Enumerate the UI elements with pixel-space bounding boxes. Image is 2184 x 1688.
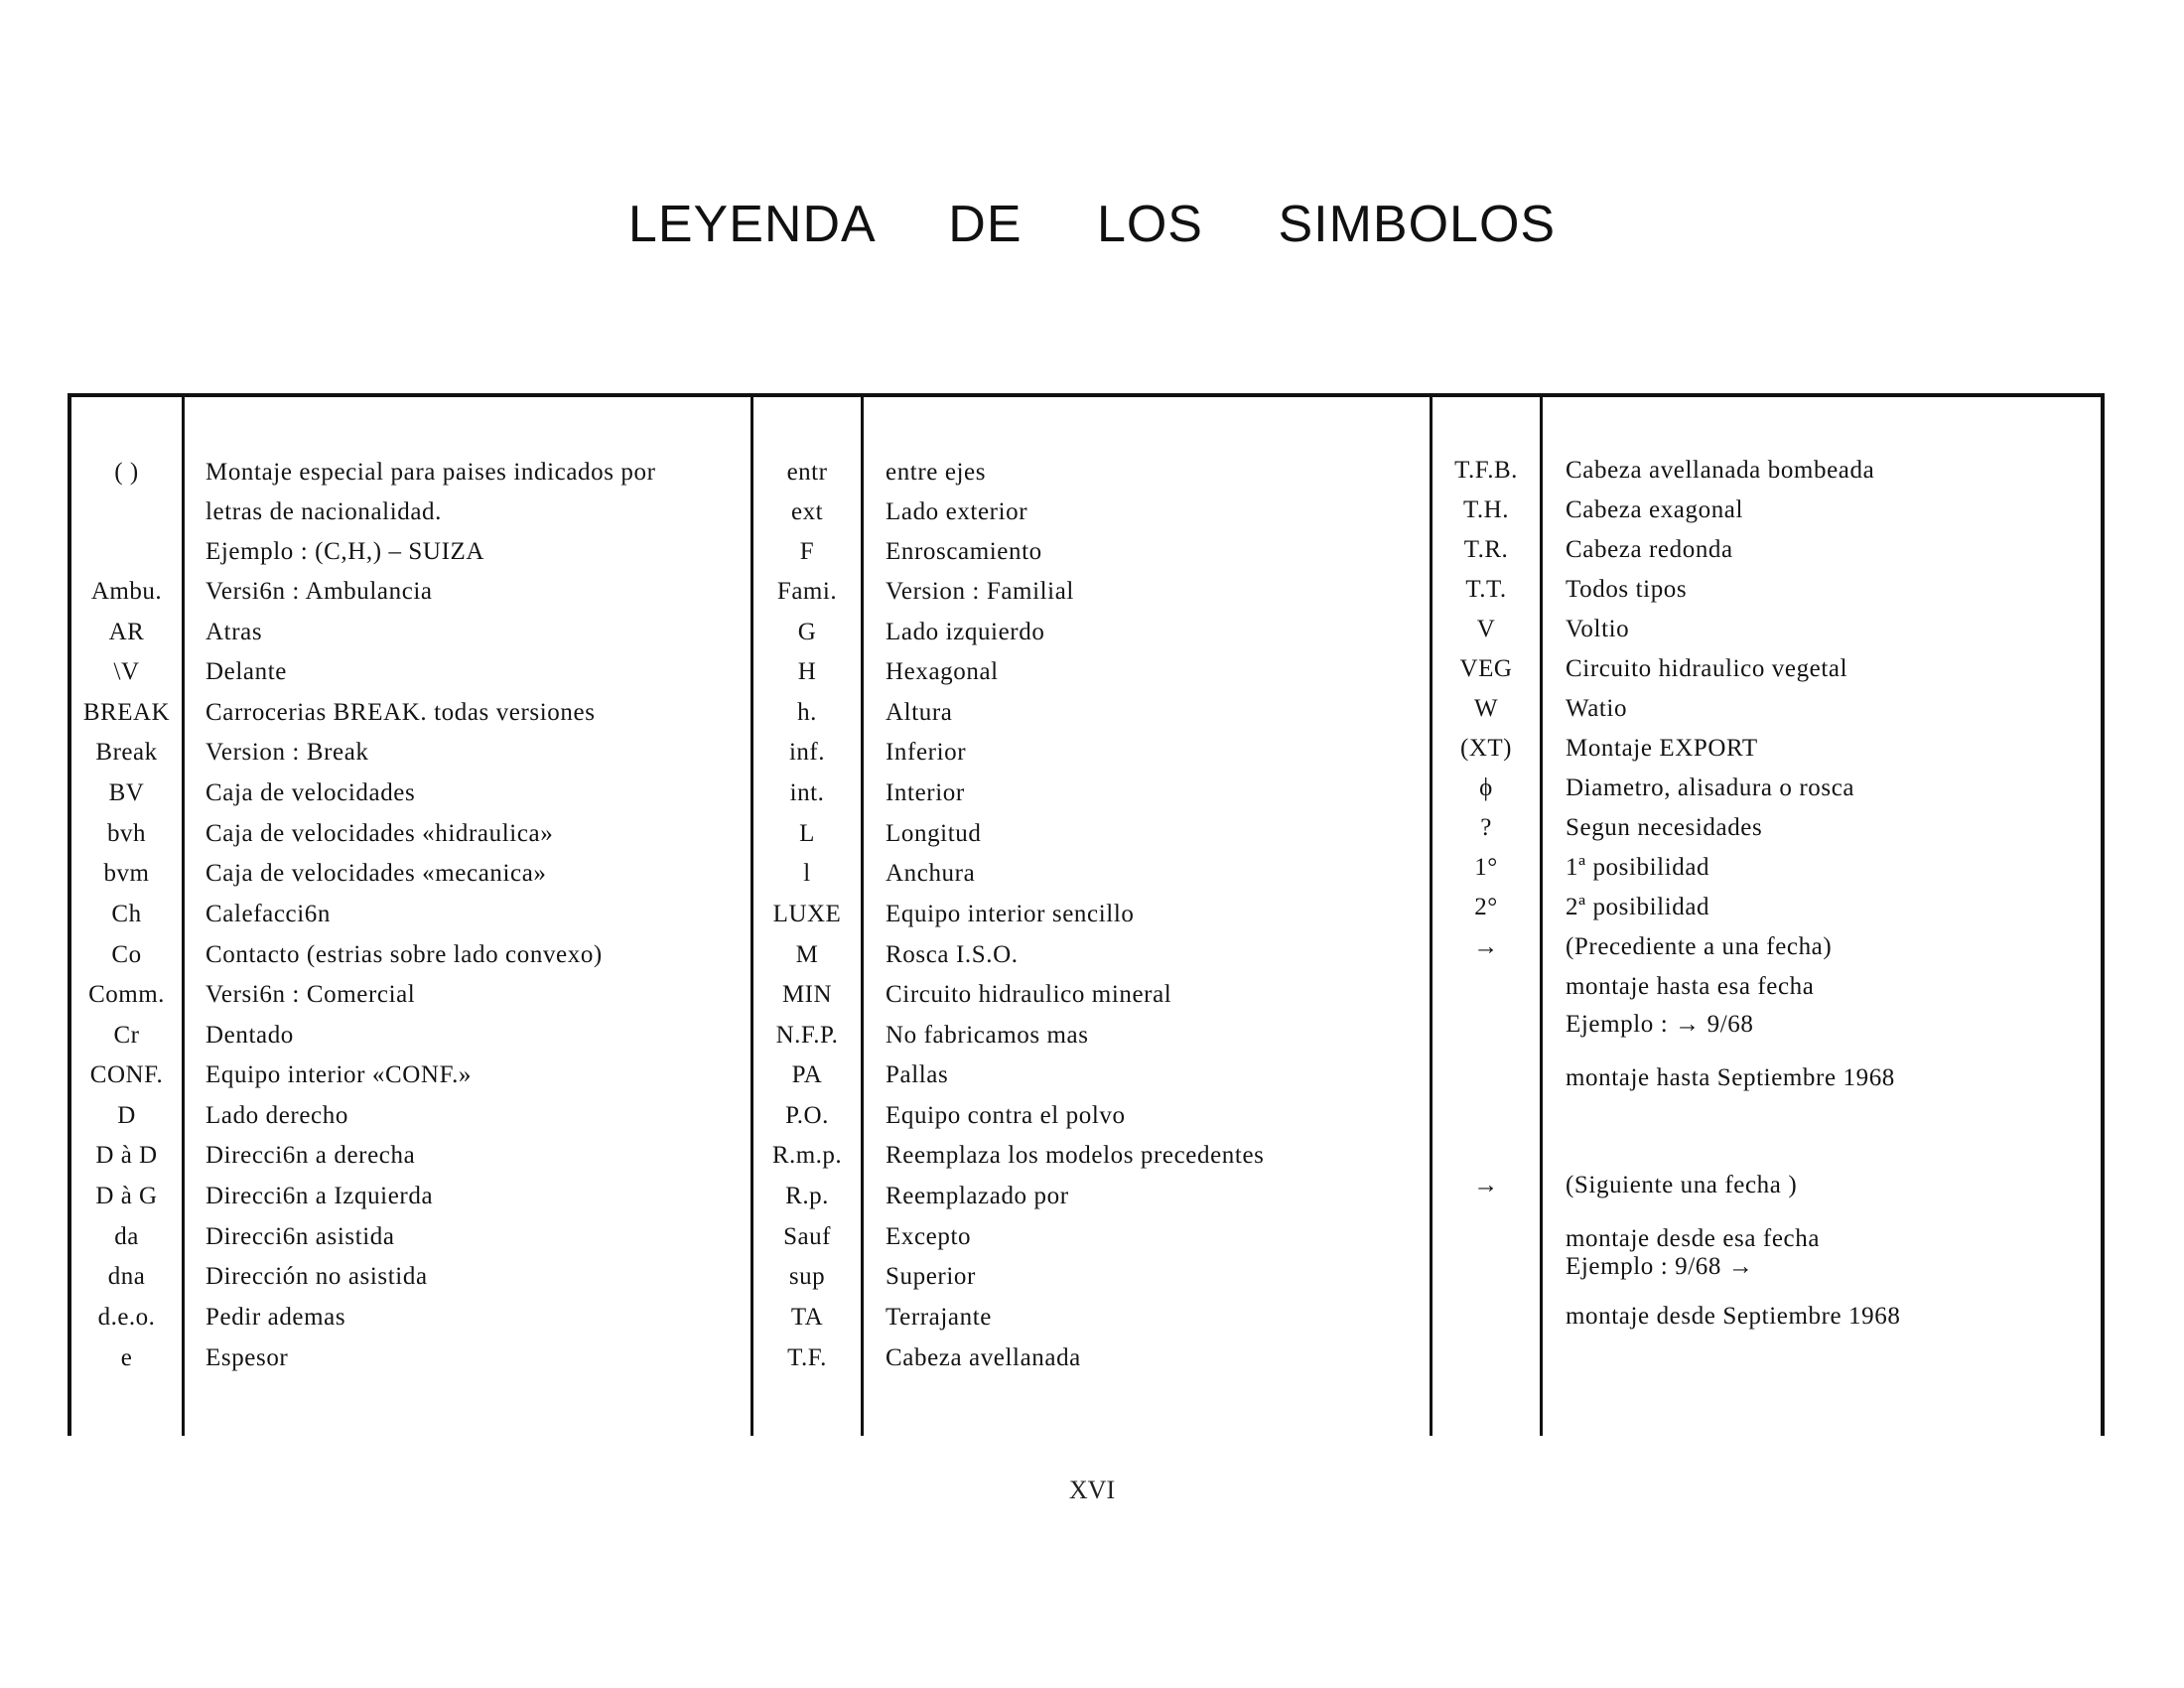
legend-symbol: W [1473, 695, 1499, 722]
legend-symbol: sup [788, 1263, 826, 1290]
legend-description: Circuito hidraulico vegetal [1566, 655, 1848, 682]
column-divider [1540, 397, 1543, 1436]
legend-description: Watio [1566, 695, 1628, 722]
legend-symbol: AR [108, 619, 145, 645]
legend-description: Hexagonal [886, 658, 999, 685]
legend-symbol: VEG [1459, 655, 1513, 682]
legend-symbol: D à G [95, 1183, 158, 1209]
legend-description: Versi6n : Comercial [205, 981, 416, 1008]
legend-symbol: LUXE [772, 901, 842, 927]
legend-description: Atras [205, 619, 263, 645]
legend-description: Cabeza redonda [1566, 536, 1733, 563]
legend-symbol: entr [786, 459, 828, 486]
legend-symbol [1433, 1247, 1540, 1287]
legend-symbol: h. [797, 699, 817, 726]
legend-table [68, 393, 2105, 1436]
legend-symbol: Sauf [783, 1223, 831, 1250]
legend-symbol: Cr [113, 1022, 140, 1049]
legend-description: Version : Break [205, 739, 369, 766]
legend-description: Cabeza exagonal [1566, 496, 1744, 523]
legend-symbol: G [797, 619, 817, 645]
legend-symbol: PA [791, 1061, 823, 1088]
legend-description: Dentado [205, 1022, 294, 1049]
legend-description: Dirección no asistida [205, 1263, 428, 1290]
legend-description: Lado exterior [886, 498, 1028, 525]
legend-description: entre ejes [886, 459, 987, 486]
legend-symbol: D à D [95, 1142, 158, 1169]
legend-description: Lado izquierdo [886, 619, 1045, 645]
legend-description: Delante [205, 658, 287, 685]
legend-symbol: → [1473, 933, 1499, 960]
legend-description: Reemplazado por [886, 1183, 1069, 1209]
legend-description: Enroscamiento [886, 538, 1042, 565]
legend-symbol: 2° [1474, 894, 1498, 920]
legend-symbol [1433, 1005, 1540, 1045]
legend-description: Espesor [205, 1344, 289, 1371]
legend-description: Voltio [1566, 616, 1630, 642]
legend-description: 1ª posibilidad [1566, 854, 1710, 881]
legend-description: Diametro, alisadura o rosca [1566, 774, 1855, 801]
legend-symbol: F [799, 538, 815, 565]
legend-description: Segun necesidades [1566, 814, 1763, 841]
column-divider [182, 397, 185, 1436]
legend-symbol: R.p. [785, 1183, 829, 1209]
legend-description: letras de nacionalidad. [205, 498, 443, 525]
legend-symbol: Ambu. [90, 578, 163, 605]
legend-symbol: \V [113, 658, 140, 685]
legend-description: Version : Familial [886, 578, 1074, 605]
legend-description: Caja de velocidades «mecanica» [205, 860, 547, 887]
legend-symbol: BV [108, 779, 145, 806]
legend-symbol: → [1473, 1172, 1499, 1198]
legend-description: Montaje especial para paises indicados por [205, 459, 656, 486]
legend-symbol: bvh [107, 820, 146, 847]
legend-symbol: N.F.P. [775, 1022, 839, 1049]
legend-description: Direcci6n a Izquierda [205, 1183, 434, 1209]
legend-description: No fabricamos mas [886, 1022, 1089, 1049]
legend-symbol: 1° [1474, 854, 1498, 881]
legend-symbol: e [120, 1344, 133, 1371]
legend-description: Equipo interior «CONF.» [205, 1061, 473, 1088]
legend-symbol: bvm [103, 860, 150, 887]
legend-description: (Siguiente una fecha ) [1566, 1172, 1798, 1198]
legend-symbol: T.F.B. [1454, 457, 1518, 484]
legend-symbol: ext [790, 498, 824, 525]
legend-symbol: dna [107, 1263, 146, 1290]
legend-symbol: Break [95, 739, 158, 766]
page-number: XVI [1068, 1476, 1116, 1504]
legend-description: Carrocerias BREAK. todas versiones [205, 699, 596, 726]
legend-symbol: Fami. [776, 578, 838, 605]
legend-description: Montaje EXPORT [1566, 735, 1758, 762]
legend-symbol: l [803, 860, 811, 887]
legend-description: Lado derecho [205, 1102, 348, 1129]
legend-description: Ejemplo : (C,H,) – SUIZA [205, 538, 485, 565]
legend-symbol: (XT) [1460, 735, 1512, 762]
legend-description: (Precediente a una fecha) [1566, 933, 1833, 960]
legend-symbol: d.e.o. [97, 1304, 156, 1331]
legend-description: Superior [886, 1263, 976, 1290]
legend-description: montaje hasta esa fecha [1566, 973, 1815, 1000]
legend-description: Reemplaza los modelos precedentes [886, 1142, 1265, 1169]
legend-description: Inferior [886, 739, 967, 766]
legend-symbol: L [799, 820, 815, 847]
legend-description: Todos tipos [1566, 576, 1688, 603]
legend-description: Caja de velocidades «hidraulica» [205, 820, 554, 847]
legend-symbol: inf. [788, 739, 826, 766]
legend-description: Rosca I.S.O. [886, 941, 1019, 968]
legend-symbol [1433, 1297, 1540, 1336]
legend-description: Contacto (estrias sobre lado convexo) [205, 941, 603, 968]
legend-description: Pedir ademas [205, 1304, 346, 1331]
legend-description: Interior [886, 779, 965, 806]
legend-description: Direcci6n a derecha [205, 1142, 416, 1169]
legend-symbol [71, 532, 182, 572]
legend-symbol [1433, 967, 1540, 1007]
legend-symbol: P.O. [785, 1102, 829, 1129]
legend-symbol: T.H. [1463, 496, 1509, 523]
legend-symbol: V [1476, 616, 1496, 642]
legend-description: Terrajante [886, 1304, 992, 1331]
legend-description: Cabeza avellanada bombeada [1566, 457, 1875, 484]
legend-description: Equipo interior sencillo [886, 901, 1135, 927]
legend-description: Ejemplo : → 9/68 [1566, 1011, 1754, 1038]
legend-description: Longitud [886, 820, 982, 847]
legend-description: Equipo contra el polvo [886, 1102, 1126, 1129]
legend-description: 2ª posibilidad [1566, 894, 1710, 920]
legend-description: Excepto [886, 1223, 972, 1250]
legend-symbol: M [795, 941, 819, 968]
legend-symbol: ( ) [114, 459, 139, 486]
legend-symbol: H [797, 658, 817, 685]
legend-symbol: Co [111, 941, 142, 968]
legend-description: Direcci6n asistida [205, 1223, 395, 1250]
legend-description: montaje desde Septiembre 1968 [1566, 1303, 1901, 1330]
legend-description: Altura [886, 699, 953, 726]
legend-symbol: T.R. [1463, 536, 1509, 563]
legend-description: montaje desde esa fecha [1566, 1225, 1821, 1252]
legend-symbol: CONF. [89, 1061, 164, 1088]
legend-description: Anchura [886, 860, 976, 887]
legend-symbol: Ch [111, 901, 142, 927]
legend-symbol [71, 492, 182, 532]
page-title: LEYENDA DE LOS SIMBOLOS [627, 196, 1557, 253]
legend-symbol: T.F. [787, 1344, 827, 1371]
legend-description: Cabeza avellanada [886, 1344, 1081, 1371]
legend-symbol: T.T. [1465, 576, 1507, 603]
legend-description: Calefacci6n [205, 901, 331, 927]
legend-description: Circuito hidraulico mineral [886, 981, 1172, 1008]
legend-symbol: D [117, 1102, 136, 1129]
legend-description: Versi6n : Ambulancia [205, 578, 433, 605]
legend-symbol: TA [790, 1304, 824, 1331]
legend-description: Ejemplo : 9/68 → [1566, 1253, 1754, 1280]
legend-symbol: ? [1480, 814, 1492, 841]
legend-symbol: Comm. [88, 981, 165, 1008]
legend-symbol [1433, 1058, 1540, 1098]
legend-symbol: int. [789, 779, 825, 806]
legend-description: Pallas [886, 1061, 949, 1088]
legend-description: Caja de velocidades [205, 779, 416, 806]
legend-symbol: ϕ [1479, 774, 1493, 801]
legend-symbol: MIN [781, 981, 833, 1008]
legend-symbol: da [114, 1223, 139, 1250]
legend-description: montaje hasta Septiembre 1968 [1566, 1064, 1895, 1091]
legend-symbol: BREAK [82, 699, 171, 726]
legend-symbol: R.m.p. [771, 1142, 843, 1169]
column-divider [861, 397, 864, 1436]
